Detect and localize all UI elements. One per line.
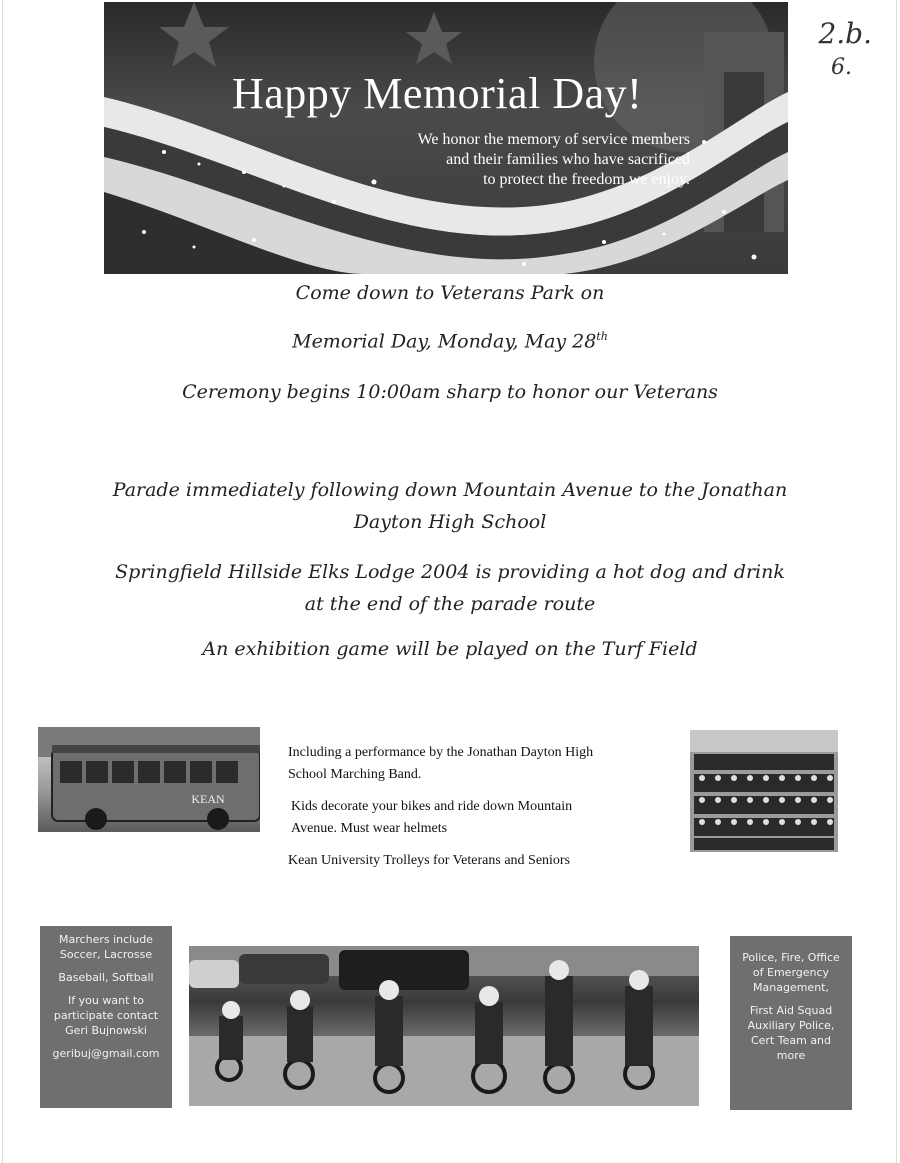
handwritten-note [818, 14, 872, 84]
participate-text [46, 993, 166, 1038]
marching-band-graphic [690, 730, 838, 852]
participate-line-2: participate contact [53, 1009, 159, 1022]
band-line-1: Including a performance by the Jonathan Dayton High [288, 745, 594, 760]
marchers-sports: Baseball, Softball [58, 971, 154, 984]
marchers-info-box [40, 926, 172, 1108]
star-shape-2 [406, 12, 462, 64]
contact-email: geribuj@gmail.com [52, 1047, 160, 1060]
participate-line-1: If you want to [68, 994, 144, 1007]
announcement-line-2 [0, 330, 900, 352]
trolley-photo [38, 727, 260, 832]
services-text-2 [736, 1003, 846, 1063]
banner-subtitle-line: to protect the freedom we enjoy. [483, 171, 690, 188]
services-line-3: Management, [753, 981, 829, 994]
handwritten-note-line2: 6. [831, 55, 852, 81]
elks-line-1: Springfield Hillside Elks Lodge 2004 is providing a hot dog and drink [115, 561, 785, 583]
elks-line-2: at the end of the parade route [304, 593, 596, 615]
marchers-text [46, 932, 166, 962]
band-paragraph [288, 742, 668, 786]
services-line-6: Cert Team and [750, 1034, 832, 1047]
banner-title: Happy Memorial Day! [232, 69, 643, 118]
banner-subtitle-line: and their families who have sacrificed [446, 151, 690, 168]
announcement-line-1: Come down to Veterans Park on [295, 282, 605, 304]
banner-subtitle-line: We honor the memory of service members [417, 131, 690, 148]
marchers-line-1: Marchers include [59, 933, 153, 946]
decorated-bikes-photo [189, 946, 699, 1106]
contact-name: Geri Bujnowski [65, 1024, 147, 1037]
services-text-1 [736, 950, 846, 995]
handwritten-note-line1: 2.b. [818, 17, 872, 50]
announcement-date: Memorial Day, Monday, May 28 [292, 330, 597, 353]
banner-subtitle [418, 130, 690, 190]
band-line-2: School Marching Band. [288, 767, 422, 782]
announcement-date-suffix: th [596, 330, 608, 343]
parade-line-1: Parade immediately following down Mountain Avenue to the Jonathan [112, 479, 788, 501]
kids-line-1: Kids decorate your bikes and ride down Mountain [291, 799, 573, 814]
event-details [288, 742, 668, 882]
services-info-box [730, 936, 852, 1110]
memorial-day-banner [104, 2, 788, 274]
exhibition-line: An exhibition game will be played on the Turf Field [202, 638, 698, 660]
marchers-line-2: Soccer, Lacrosse [59, 948, 153, 961]
services-line-2: of Emergency [752, 966, 830, 979]
announcement-line-3: Ceremony begins 10:00am sharp to honor our Veterans [182, 381, 718, 403]
parade-line-2: Dayton High School [353, 511, 547, 533]
trolley-sign-text: KEAN [191, 792, 225, 806]
marching-band-photo [690, 730, 838, 852]
services-line-5: Auxiliary Police, [747, 1019, 835, 1032]
services-line-4: First Aid Squad [749, 1004, 833, 1017]
bikes-graphic [189, 946, 699, 1106]
services-line-7: more [776, 1049, 806, 1062]
services-line-1: Police, Fire, Office [742, 951, 840, 964]
kids-line-2: Avenue. Must wear helmets [291, 821, 448, 836]
trolley-paragraph: Kean University Trolleys for Veterans and Seniors [288, 853, 571, 868]
kids-paragraph [288, 796, 668, 840]
star-shape-1 [159, 2, 229, 67]
trolley-graphic [38, 727, 260, 832]
